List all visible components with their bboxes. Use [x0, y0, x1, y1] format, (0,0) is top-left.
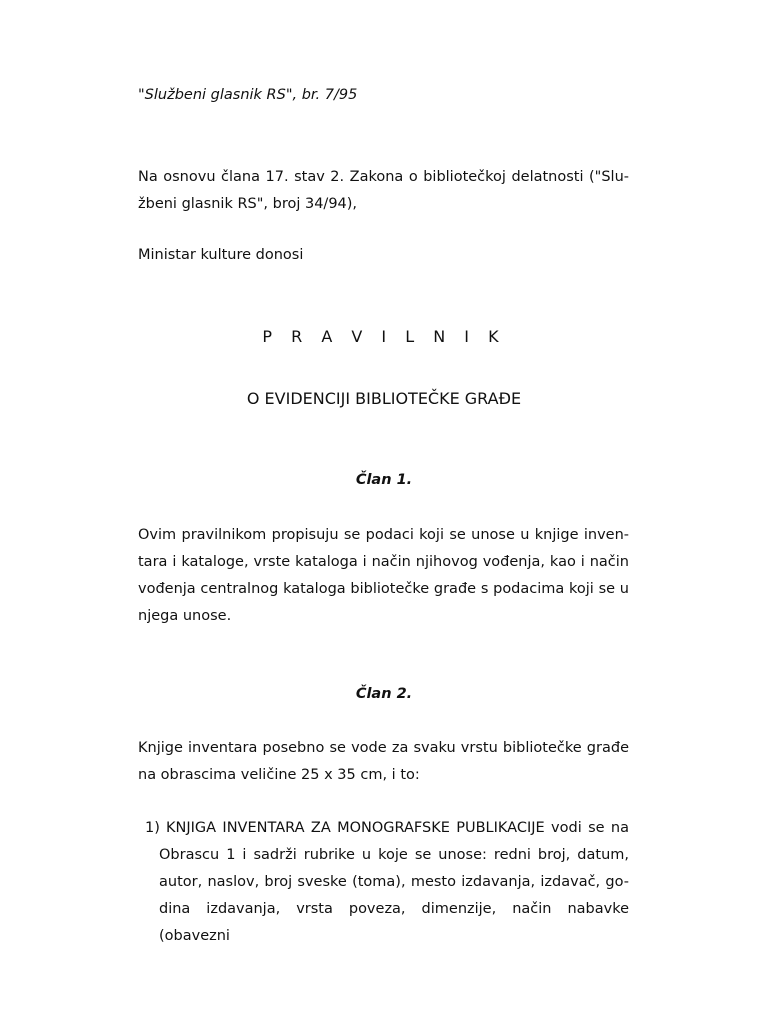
- list-item-line: dina izdavanja, vrsta poveza, dimenzije, način nabavke (obavezni: [159, 901, 629, 944]
- article-2-paragraph: [138, 735, 629, 789]
- list-item: [166, 815, 629, 842]
- article-1-paragraph: [138, 522, 629, 630]
- article-1-heading: Član 1.: [355, 472, 413, 488]
- paragraph-line: tara i kataloge, vrste kataloga i način njihovog vođenja, kao i način: [138, 554, 629, 570]
- document-subtitle: O EVIDENCIJI BIBLIOTEČKE GRAĐE: [246, 389, 522, 408]
- list-item-line: autor, naslov, broj sveske (toma), mesto izdavanja, izdavač, go-: [159, 874, 629, 890]
- preamble-line: žbeni glasnik RS", broj 34/94),: [138, 196, 358, 212]
- paragraph-line: na obrascima veličine 25 x 35 cm, i to:: [138, 767, 420, 783]
- issuer-line: Ministar kulture donosi: [138, 247, 304, 263]
- list-item-line: Obrascu 1 i sadrži rubrike u koje se unose: redni broj, datum,: [159, 847, 629, 863]
- preamble-line: Na osnovu člana 17. stav 2. Zakona o bibliotečkoj delatnosti ("Slu-: [138, 169, 629, 185]
- paragraph-line: Ovim pravilnikom propisuju se podaci koji se unose u knjige inven-: [138, 527, 629, 543]
- preamble-paragraph: [138, 164, 629, 218]
- paragraph-line: vođenja centralnog kataloga bibliotečke građe s podacima koji se u: [138, 581, 629, 597]
- paragraph-line: njega unose.: [138, 608, 232, 624]
- article-2-heading: Član 2.: [355, 686, 413, 702]
- document-title: P R A V I L N I K: [262, 327, 506, 346]
- paragraph-line: Knjige inventara posebno se vode za svaku vrstu bibliotečke građe: [138, 740, 629, 756]
- list-item-line: KNJIGA INVENTARA ZA MONOGRAFSKE PUBLIKACIJE vodi se na: [166, 820, 629, 836]
- gazette-reference: "Službeni glasnik RS", br. 7/95: [138, 87, 358, 103]
- list-item-continuation: [159, 842, 629, 950]
- list-item-number: 1): [145, 820, 160, 836]
